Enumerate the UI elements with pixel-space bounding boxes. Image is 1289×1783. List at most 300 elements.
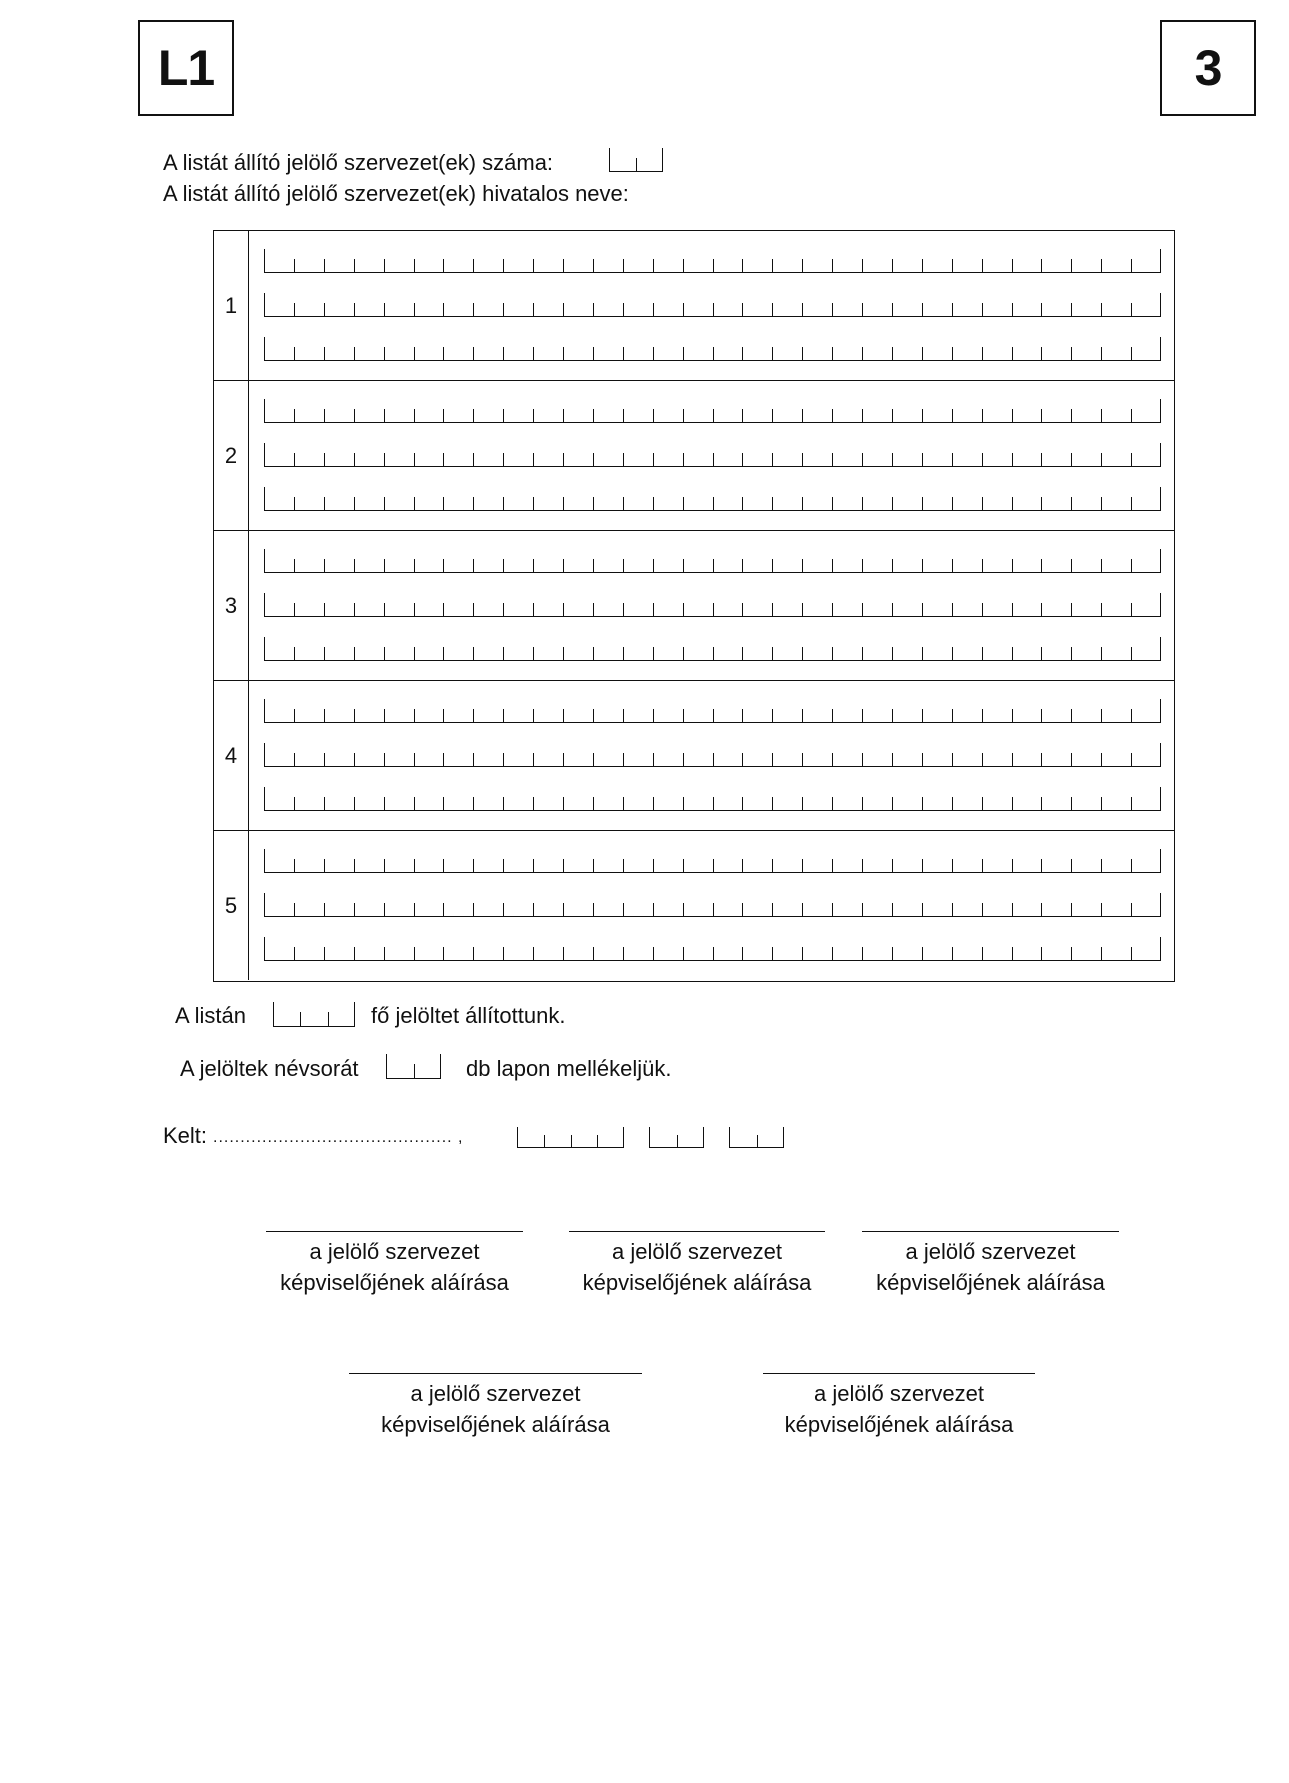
- signature-caption-line2: képviselőjének aláírása: [876, 1270, 1105, 1295]
- comb-tick: [832, 453, 833, 467]
- comb-tick: [742, 903, 743, 917]
- comb-tick: [922, 603, 923, 617]
- comb-tick: [802, 347, 803, 361]
- comb-tick: [952, 797, 953, 811]
- signature-line[interactable]: [569, 1231, 825, 1232]
- comb-tick: [324, 497, 325, 511]
- comb-tick: [1101, 903, 1102, 917]
- comb-tick: [623, 603, 624, 617]
- comb-tick: [922, 559, 923, 573]
- comb-tick: [354, 1002, 355, 1027]
- comb-tick: [354, 259, 355, 273]
- comb-tick: [593, 647, 594, 661]
- comb-tick: [1131, 259, 1132, 273]
- comb-tick: [1160, 337, 1161, 361]
- comb-tick: [982, 559, 983, 573]
- page-number-box: [1160, 20, 1256, 116]
- comb-tick: [922, 303, 923, 317]
- comb-tick: [328, 1012, 329, 1027]
- comb-tick: [832, 797, 833, 811]
- comb-tick: [384, 903, 385, 917]
- comb-tick: [832, 647, 833, 661]
- comb-tick: [264, 249, 265, 273]
- comb-tick: [294, 647, 295, 661]
- comb-tick: [324, 947, 325, 961]
- comb-tick: [1101, 797, 1102, 811]
- org-name-char-field[interactable]: [264, 593, 1161, 617]
- comb-tick: [593, 559, 594, 573]
- org-name-char-field[interactable]: [264, 937, 1161, 961]
- comb-tick: [742, 453, 743, 467]
- comb-tick: [922, 903, 923, 917]
- comb-tick: [683, 453, 684, 467]
- comb-tick: [440, 1054, 441, 1079]
- comb-tick: [1101, 409, 1102, 423]
- comb-tick: [294, 347, 295, 361]
- comb-tick: [623, 797, 624, 811]
- comb-tick: [354, 903, 355, 917]
- comb-tick: [1131, 647, 1132, 661]
- comb-tick: [324, 859, 325, 873]
- comb-tick: [772, 859, 773, 873]
- comb-tick: [503, 903, 504, 917]
- place-field[interactable]: ............................................ ,: [213, 1129, 464, 1146]
- comb-tick: [1131, 409, 1132, 423]
- comb-tick: [757, 1135, 758, 1148]
- org-name-row-number: 2: [214, 381, 249, 530]
- comb-tick: [653, 453, 654, 467]
- comb-tick: [623, 859, 624, 873]
- comb-tick: [623, 453, 624, 467]
- comb-tick: [1160, 249, 1161, 273]
- comb-tick: [1131, 559, 1132, 573]
- comb-tick: [742, 259, 743, 273]
- comb-tick: [473, 347, 474, 361]
- comb-tick: [443, 347, 444, 361]
- comb-tick: [623, 903, 624, 917]
- signature-caption-line1: a jelölő szervezet: [410, 1381, 581, 1406]
- comb-tick: [473, 709, 474, 723]
- comb-tick: [1131, 709, 1132, 723]
- comb-tick: [1101, 647, 1102, 661]
- comb-tick: [772, 303, 773, 317]
- comb-tick: [649, 1127, 650, 1148]
- comb-tick: [832, 603, 833, 617]
- comb-tick: [802, 303, 803, 317]
- comb-tick: [742, 347, 743, 361]
- comb-tick: [384, 709, 385, 723]
- comb-tick: [832, 709, 833, 723]
- comb-tick: [653, 409, 654, 423]
- comb-tick: [623, 1127, 624, 1148]
- comb-tick: [623, 303, 624, 317]
- signature-line[interactable]: [349, 1373, 642, 1374]
- comb-tick: [597, 1135, 598, 1148]
- date-year-field[interactable]: [517, 1127, 624, 1148]
- comb-tick: [802, 497, 803, 511]
- comb-tick: [384, 603, 385, 617]
- comb-tick: [443, 303, 444, 317]
- comb-tick: [354, 753, 355, 767]
- comb-tick: [1041, 709, 1042, 723]
- org-name-char-field[interactable]: [264, 637, 1161, 661]
- org-name-char-field[interactable]: [264, 787, 1161, 811]
- signature-line[interactable]: [763, 1373, 1035, 1374]
- comb-tick: [1041, 753, 1042, 767]
- comb-tick: [802, 797, 803, 811]
- comb-tick: [922, 647, 923, 661]
- comb-tick: [802, 259, 803, 273]
- comb-tick: [443, 797, 444, 811]
- comb-tick: [1160, 893, 1161, 917]
- comb-tick: [544, 1135, 545, 1148]
- comb-tick: [653, 497, 654, 511]
- date-label: Kelt:: [163, 1123, 208, 1148]
- comb-tick: [713, 259, 714, 273]
- org-name-row-number: 5: [214, 831, 249, 980]
- comb-tick: [533, 947, 534, 961]
- org-name-char-field[interactable]: [264, 249, 1161, 273]
- comb-tick: [772, 647, 773, 661]
- comb-tick: [783, 1127, 784, 1148]
- comb-tick: [384, 559, 385, 573]
- comb-tick: [623, 647, 624, 661]
- comb-tick: [264, 399, 265, 423]
- comb-tick: [982, 603, 983, 617]
- comb-tick: [414, 259, 415, 273]
- comb-tick: [742, 409, 743, 423]
- comb-tick: [772, 903, 773, 917]
- comb-tick: [1041, 453, 1042, 467]
- comb-tick: [593, 603, 594, 617]
- comb-tick: [503, 453, 504, 467]
- comb-tick: [653, 559, 654, 573]
- comb-tick: [1012, 347, 1013, 361]
- org-name-char-field[interactable]: [264, 849, 1161, 873]
- comb-tick: [832, 559, 833, 573]
- signature-block-2: [569, 1231, 825, 1298]
- comb-tick: [354, 947, 355, 961]
- comb-tick: [593, 409, 594, 423]
- comb-tick: [1101, 347, 1102, 361]
- comb-tick: [264, 743, 265, 767]
- comb-tick: [1041, 603, 1042, 617]
- comb-tick: [1071, 859, 1072, 873]
- date-day-field[interactable]: [729, 1127, 784, 1148]
- comb-tick: [802, 753, 803, 767]
- comb-tick: [414, 603, 415, 617]
- comb-tick: [443, 259, 444, 273]
- comb-tick: [533, 559, 534, 573]
- comb-tick: [503, 709, 504, 723]
- comb-tick: [1131, 903, 1132, 917]
- comb-tick: [354, 453, 355, 467]
- date-month-field[interactable]: [649, 1127, 704, 1148]
- comb-tick: [1131, 603, 1132, 617]
- comb-tick: [922, 797, 923, 811]
- comb-tick: [414, 1064, 415, 1079]
- comb-tick: [713, 409, 714, 423]
- comb-tick: [1160, 637, 1161, 661]
- comb-tick: [1160, 787, 1161, 811]
- comb-tick: [1071, 603, 1072, 617]
- comb-tick: [922, 409, 923, 423]
- comb-tick: [384, 303, 385, 317]
- comb-tick: [832, 259, 833, 273]
- comb-tick: [922, 753, 923, 767]
- signature-line[interactable]: [862, 1231, 1119, 1232]
- comb-tick: [384, 259, 385, 273]
- comb-tick: [324, 259, 325, 273]
- comb-tick: [713, 303, 714, 317]
- comb-tick: [294, 903, 295, 917]
- comb-tick: [503, 497, 504, 511]
- org-name-char-field[interactable]: [264, 549, 1161, 573]
- comb-tick: [922, 347, 923, 361]
- comb-tick: [384, 947, 385, 961]
- comb-tick: [982, 903, 983, 917]
- comb-tick: [1012, 559, 1013, 573]
- comb-tick: [1071, 709, 1072, 723]
- comb-tick: [503, 947, 504, 961]
- comb-tick: [623, 259, 624, 273]
- comb-tick: [294, 453, 295, 467]
- comb-tick: [1012, 859, 1013, 873]
- comb-tick: [1012, 947, 1013, 961]
- org-name-char-field[interactable]: [264, 399, 1161, 423]
- comb-tick: [324, 453, 325, 467]
- comb-tick: [264, 443, 265, 467]
- comb-tick: [653, 859, 654, 873]
- comb-tick: [653, 753, 654, 767]
- comb-tick: [713, 497, 714, 511]
- comb-tick: [952, 409, 953, 423]
- comb-tick: [533, 409, 534, 423]
- comb-tick: [982, 753, 983, 767]
- comb-tick: [713, 453, 714, 467]
- signature-caption-line2: képviselőjének aláírása: [784, 1412, 1014, 1437]
- comb-tick: [563, 347, 564, 361]
- form-code: L1: [157, 40, 215, 96]
- comb-tick: [653, 797, 654, 811]
- comb-tick: [862, 559, 863, 573]
- comb-tick: [772, 497, 773, 511]
- comb-tick: [683, 647, 684, 661]
- comb-tick: [653, 647, 654, 661]
- comb-tick: [892, 903, 893, 917]
- comb-tick: [324, 347, 325, 361]
- comb-tick: [982, 709, 983, 723]
- comb-tick: [982, 947, 983, 961]
- comb-tick: [683, 347, 684, 361]
- comb-tick: [982, 859, 983, 873]
- comb-tick: [443, 497, 444, 511]
- comb-tick: [503, 559, 504, 573]
- org-name-row: [214, 831, 1174, 980]
- comb-tick: [414, 497, 415, 511]
- comb-tick: [354, 647, 355, 661]
- comb-tick: [503, 347, 504, 361]
- org-name-char-field[interactable]: [264, 699, 1161, 723]
- comb-tick: [892, 409, 893, 423]
- comb-tick: [503, 859, 504, 873]
- org-name-char-field[interactable]: [264, 293, 1161, 317]
- comb-tick: [1071, 347, 1072, 361]
- comb-tick: [862, 603, 863, 617]
- org-name-char-field[interactable]: [264, 487, 1161, 511]
- candidates-prefix: A listán: [175, 1003, 246, 1028]
- comb-tick: [1012, 903, 1013, 917]
- signature-block-3: [862, 1231, 1119, 1298]
- comb-tick: [1041, 859, 1042, 873]
- signature-block-1: [266, 1231, 523, 1298]
- comb-tick: [662, 148, 663, 172]
- comb-tick: [802, 453, 803, 467]
- comb-tick: [294, 603, 295, 617]
- comb-tick: [264, 849, 265, 873]
- signature-caption-line2: képviselőjének aláírása: [280, 1270, 509, 1295]
- comb-tick: [832, 303, 833, 317]
- comb-tick: [982, 347, 983, 361]
- signature-line[interactable]: [266, 1231, 523, 1232]
- comb-tick: [294, 409, 295, 423]
- comb-tick: [772, 453, 773, 467]
- comb-tick: [683, 259, 684, 273]
- comb-tick: [862, 259, 863, 273]
- org-name-char-field[interactable]: [264, 337, 1161, 361]
- comb-tick: [862, 903, 863, 917]
- comb-tick: [862, 453, 863, 467]
- comb-tick: [892, 753, 893, 767]
- comb-tick: [1041, 903, 1042, 917]
- comb-tick: [473, 259, 474, 273]
- comb-tick: [713, 859, 714, 873]
- comb-tick: [1160, 443, 1161, 467]
- comb-tick: [1101, 559, 1102, 573]
- comb-tick: [324, 603, 325, 617]
- comb-tick: [1012, 797, 1013, 811]
- comb-tick: [384, 753, 385, 767]
- comb-tick: [1041, 797, 1042, 811]
- comb-tick: [862, 859, 863, 873]
- comb-tick: [533, 603, 534, 617]
- comb-tick: [1160, 399, 1161, 423]
- comb-tick: [414, 303, 415, 317]
- org-name-row-number: 4: [214, 681, 249, 830]
- comb-tick: [832, 947, 833, 961]
- comb-tick: [1101, 303, 1102, 317]
- roster-pages-field[interactable]: [386, 1054, 441, 1079]
- comb-tick: [982, 647, 983, 661]
- comb-tick: [1131, 453, 1132, 467]
- comb-tick: [443, 903, 444, 917]
- comb-tick: [473, 303, 474, 317]
- comb-tick: [264, 487, 265, 511]
- comb-tick: [742, 647, 743, 661]
- comb-tick: [354, 603, 355, 617]
- comb-tick: [294, 709, 295, 723]
- comb-tick: [862, 303, 863, 317]
- comb-tick: [1131, 347, 1132, 361]
- comb-tick: [862, 753, 863, 767]
- org-names-table: [213, 230, 1175, 982]
- comb-tick: [802, 559, 803, 573]
- comb-tick: [473, 603, 474, 617]
- org-name-char-field[interactable]: [264, 443, 1161, 467]
- comb-tick: [683, 603, 684, 617]
- comb-tick: [1160, 549, 1161, 573]
- comb-tick: [892, 559, 893, 573]
- comb-tick: [473, 947, 474, 961]
- comb-tick: [1131, 303, 1132, 317]
- comb-tick: [683, 303, 684, 317]
- comb-tick: [742, 947, 743, 961]
- comb-tick: [384, 647, 385, 661]
- comb-tick: [1101, 859, 1102, 873]
- comb-tick: [324, 903, 325, 917]
- comb-tick: [503, 409, 504, 423]
- comb-tick: [386, 1054, 387, 1079]
- comb-tick: [832, 347, 833, 361]
- comb-tick: [503, 259, 504, 273]
- comb-tick: [264, 937, 265, 961]
- org-name-row-number: 1: [214, 231, 249, 380]
- org-count-label: A listát állító jelölő szervezet(ek) száma:: [163, 150, 554, 175]
- comb-tick: [653, 303, 654, 317]
- org-name-char-field[interactable]: [264, 893, 1161, 917]
- candidates-count-field[interactable]: [273, 1002, 355, 1027]
- comb-tick: [892, 797, 893, 811]
- comb-tick: [533, 497, 534, 511]
- comb-tick: [384, 409, 385, 423]
- comb-tick: [1071, 647, 1072, 661]
- comb-tick: [683, 559, 684, 573]
- org-name-char-field[interactable]: [264, 743, 1161, 767]
- comb-tick: [294, 497, 295, 511]
- comb-tick: [593, 709, 594, 723]
- comb-tick: [384, 797, 385, 811]
- comb-tick: [294, 797, 295, 811]
- comb-tick: [563, 753, 564, 767]
- comb-tick: [742, 797, 743, 811]
- signature-caption-line1: a jelölő szervezet: [905, 1239, 1076, 1264]
- comb-tick: [354, 709, 355, 723]
- comb-tick: [443, 947, 444, 961]
- comb-tick: [1041, 259, 1042, 273]
- comb-tick: [533, 753, 534, 767]
- comb-tick: [1160, 487, 1161, 511]
- comb-tick: [1012, 753, 1013, 767]
- comb-tick: [832, 409, 833, 423]
- comb-tick: [742, 497, 743, 511]
- comb-tick: [922, 453, 923, 467]
- comb-tick: [1041, 409, 1042, 423]
- comb-tick: [473, 647, 474, 661]
- comb-tick: [593, 259, 594, 273]
- comb-tick: [892, 947, 893, 961]
- comb-tick: [683, 947, 684, 961]
- comb-tick: [892, 647, 893, 661]
- org-count-field[interactable]: [609, 148, 663, 172]
- comb-tick: [1041, 947, 1042, 961]
- comb-tick: [563, 903, 564, 917]
- comb-tick: [802, 903, 803, 917]
- comb-tick: [1012, 409, 1013, 423]
- comb-tick: [354, 303, 355, 317]
- comb-tick: [1101, 497, 1102, 511]
- comb-tick: [713, 647, 714, 661]
- comb-tick: [571, 1135, 572, 1148]
